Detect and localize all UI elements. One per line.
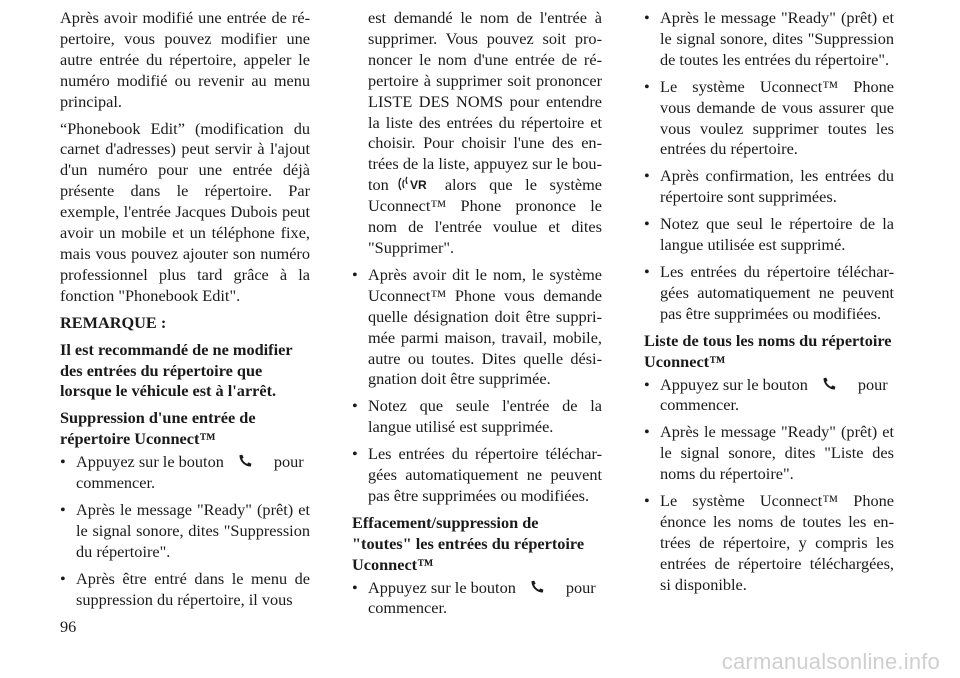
section-heading-delete-entry: Suppression d'une entrée de répertoire Uconnect™ [60, 408, 256, 449]
page-number: 96 [60, 617, 77, 636]
intro-paragraph: Après avoir modifié une entrée de ré-pertoire, vous pouvez modifier une autre entrée du répertoire, appeler le numéro modifié ou revenir au menu principal. [60, 8, 310, 111]
list-item: • Après avoir dit le nom, le système Uconnect™ Phone vous demande quelle désignation doit être suppri-mée parmi maison, travail, mobile, autre ou toutes. Dites quelle dési-gnation doit être supprimée. [352, 265, 602, 390]
list-item: • Appuyez sur le bouton pour commencer. [644, 375, 894, 417]
delete-entry-steps-continued [352, 265, 602, 507]
svg-text:VR: VR [409, 178, 427, 193]
list-item: • Appuyez sur le bouton pour commencer. [60, 452, 310, 494]
list-item: • Après confirmation, les entrées du répertoire sont supprimées. [644, 166, 894, 208]
phonebook-edit-paragraph: “Phonebook Edit” (modification du carnet d'adresses) peut servir à l'ajout d'un numéro pour une entrée déjà présente dans le répertoire. Par exemple, l'entrée Jacques Dubois peut avoir un mobile et un téléphone fixe, mais vous pouvez ajouter son numéro professionnel plus tard grâce à la fonction "Phonebook Edit". [60, 118, 310, 305]
list-item: • Après être entré dans le menu de suppression du répertoire, il vous [60, 569, 310, 611]
note-label: REMARQUE : [60, 312, 167, 332]
continued-paragraph: est demandé le nom de l'entrée à supprimer. Vous pouvez soit pro-noncer le nom d'une entrée de ré-pertoire à supprimer soit prononcer LISTE DES NOMS pour entendre la liste des entrées du répertoire et choisir. Pour choisir l'une des en-trées de la liste, appuyez sur le bou-ton VR alors que le système Uconnect™ Phone prononce le nom de l'entrée voulue et dites "Supprimer". [368, 8, 602, 257]
list-item: • Après le message "Ready" (prêt) et le signal sonore, dites "Liste des noms du répertoire". [644, 422, 894, 485]
list-item: • Notez que seule l'entrée de la langue utilisé est supprimée. [352, 396, 602, 438]
phone-handset-icon [238, 453, 254, 467]
list-item: • Après le message "Ready" (prêt) et le signal sonore, dites "Suppression du répertoire". [60, 500, 310, 563]
phone-handset-icon [530, 579, 546, 593]
list-item: • Appuyez sur le bouton pour commencer. [352, 578, 602, 620]
delete-entry-steps [60, 452, 310, 610]
list-item: • Notez que seul le répertoire de la langue utilisée est supprimé. [644, 214, 894, 256]
note-text: Il est recommandé de ne modifier des entrées du répertoire que lorsque le véhicule est à l'arrêt. [60, 339, 293, 401]
list-item: • Après le message "Ready" (prêt) et le signal sonore, dites "Suppression de toutes les entrées du répertoire". [644, 8, 894, 71]
watermark: carmanualsonline.info [721, 649, 940, 674]
voice-recognition-icon [397, 176, 431, 192]
list-item: • Les entrées du répertoire téléchar-gées automatiquement ne peuvent pas être supprimées ou modifiées. [352, 444, 602, 507]
list-item: • Le système Uconnect™ Phone énonce les noms de toutes les en-trées de répertoire, y compris les entrées de répertoire téléchargées, si disponible. [644, 491, 894, 596]
text-column-2 [352, 8, 602, 625]
delete-all-steps-continued [644, 8, 894, 325]
section-heading-list-names: Liste de tous les noms du répertoire Uconnect™ [644, 330, 892, 371]
section-heading-delete-all: Effacement/suppression de "toutes" les entrées du répertoire Uconnect™ [352, 512, 585, 574]
phone-handset-icon [822, 376, 838, 390]
list-item: • Le système Uconnect™ Phone vous demande de vous assurer que vous voulez supprimer toutes les entrées du répertoire. [644, 77, 894, 161]
list-item: • Les entrées du répertoire téléchar-gées automatiquement ne peuvent pas être supprimées ou modifiées. [644, 262, 894, 325]
text-column-1 [60, 8, 310, 616]
delete-all-steps [352, 578, 602, 620]
list-names-steps [644, 375, 894, 596]
text-column-3 [644, 8, 894, 602]
